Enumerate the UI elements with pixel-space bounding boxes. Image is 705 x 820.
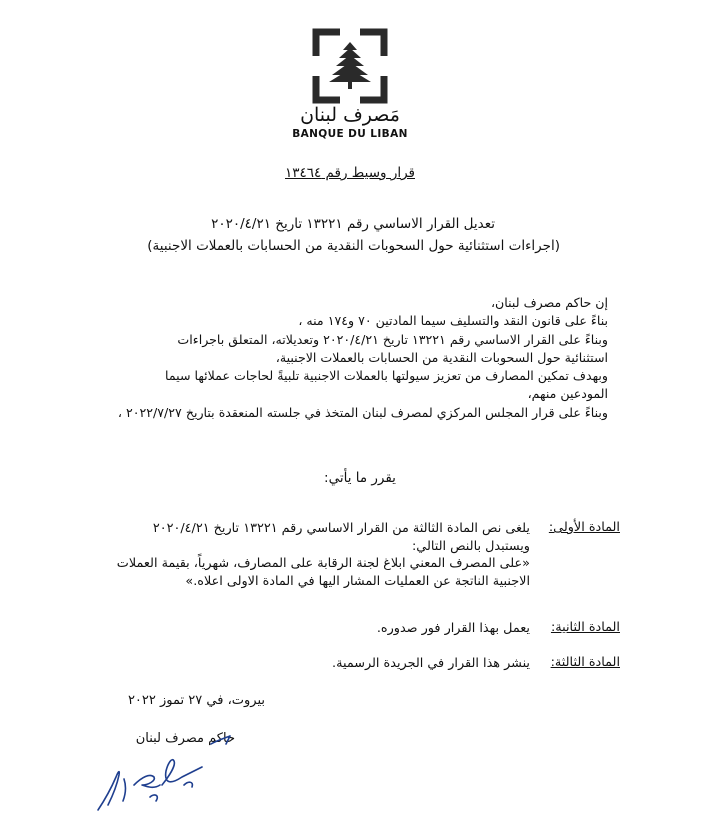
- subject-subtitle: (اجراءات استثنائية حول السحوبات النقدية من الحسابات بالعملات الاجنبية): [147, 238, 560, 254]
- preamble-line: إن حاكم مصرف لبنان،: [490, 295, 608, 310]
- article-1-label: المادة الأولى:: [548, 520, 620, 535]
- signer-title: حاكم مصرف لبنان: [135, 731, 235, 746]
- article-3-label: المادة الثالثة:: [550, 655, 620, 670]
- subject-title: تعديل القرار الاساسي رقم ١٣٢٢١ تاريخ ٢٠٢٠/٤/٢١: [211, 216, 495, 232]
- logo-french-name: BANQUE DU LIBAN: [292, 128, 408, 140]
- preamble-line: وبناءً على القرار الاساسي رقم ١٣٢٢١ تاريخ ٢٠٢٠/٤/٢١ وتعديلاته، المتعلق باجراءات: [177, 331, 608, 347]
- article-line: ويستبدل بالنص التالي:: [411, 538, 530, 554]
- banque-du-liban-logo: [312, 28, 388, 104]
- article-3-text: [200, 655, 530, 673]
- logo-arabic-name: مَصرف لبنان: [300, 104, 400, 126]
- decision-number: قرار وسيط رقم ١٣٤٦٤: [285, 165, 415, 181]
- article-line: الاجنبية الناتجة عن العمليات المشار اليها في المادة الاولى اعلاه.»: [185, 573, 530, 589]
- preamble-line: بناءً على قانون النقد والتسليف سيما المادتين ٧٠ و١٧٤ منه ،: [298, 313, 608, 329]
- preamble-line: المودعين منهم،: [527, 386, 608, 402]
- article-line: «على المصرف المعني ابلاغ لجنة الرقابة على المصارف، شهرياً، بقيمة العملات: [116, 556, 530, 571]
- article-2-text: [200, 620, 530, 638]
- decides-heading: يقرر ما يأتي:: [324, 470, 396, 486]
- preamble: [88, 294, 608, 422]
- preamble-line: وبناءً على قرار المجلس المركزي لمصرف لبنان المتخذ في جلسته المنعقدة بتاريخ ٢٠٢٢/٧/٢٧ ،: [117, 404, 608, 420]
- article-1-text: [100, 520, 530, 590]
- handwritten-signature: [90, 755, 220, 815]
- cedar-tree-icon: [329, 42, 371, 89]
- article-line: ينشر هذا القرار في الجريدة الرسمية.: [332, 656, 530, 671]
- signature-mark-icon: [208, 732, 234, 750]
- preamble-line: وبهدف تمكين المصارف من تعزيز سيولتها بالعملات الاجنبية تلبيةً لحاجات عملائها سيما: [165, 368, 608, 384]
- place-and-date: بيروت، في ٢٧ تموز ٢٠٢٢: [127, 693, 265, 708]
- preamble-line: استثنائية حول السحوبات النقدية من الحسابات بالعملات الاجنبية،: [275, 349, 608, 365]
- article-2-label: المادة الثانية:: [550, 620, 620, 635]
- article-line: يلغى نص المادة الثالثة من القرار الاساسي رقم ١٣٢٢١ تاريخ ٢٠٢٠/٤/٢١: [152, 521, 530, 536]
- article-line: يعمل بهذا القرار فور صدوره.: [376, 621, 530, 636]
